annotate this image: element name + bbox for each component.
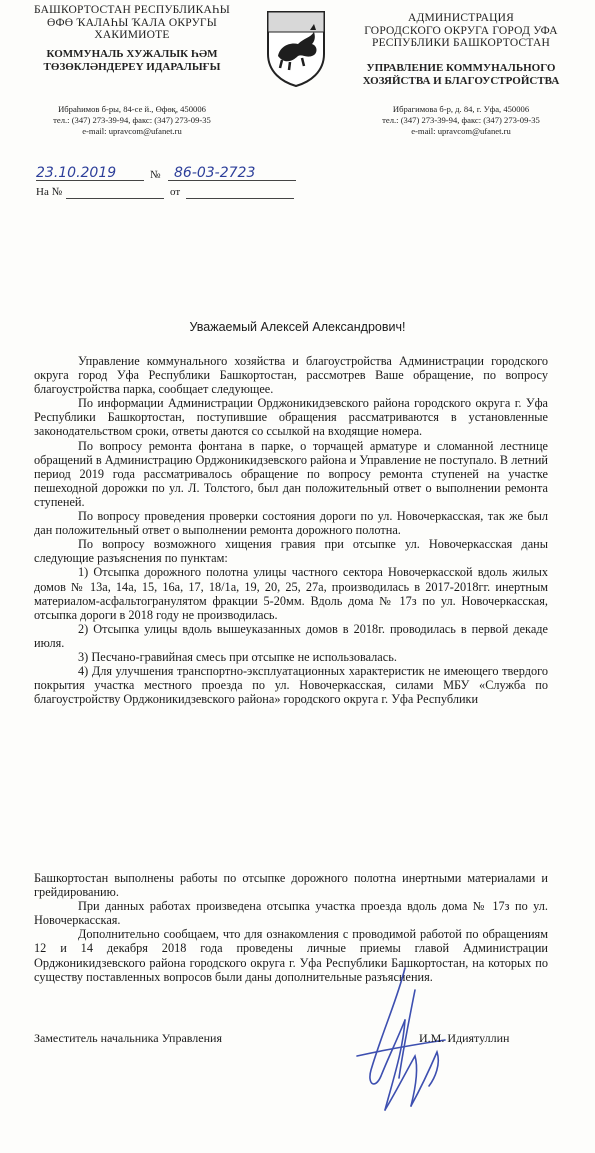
header-ru-org: АДМИНИСТРАЦИЯ ГОРОДСКОГО ОКРУГА ГОРОД УФА РЕСПУБЛИКИ БАШКОРТОСТАН (364, 12, 558, 49)
reference-date-line (186, 186, 294, 199)
signature-position: Заместитель начальника Управления (34, 1031, 222, 1045)
header-ru-dept: УПРАВЛЕНИЕ КОММУНАЛЬНОГО ХОЗЯЙСТВА И БЛАГОУСТРОЙСТВА (362, 62, 560, 87)
reference-from-label: от (170, 186, 181, 198)
paragraph-receptions: Дополнительно сообщаем, что для ознакомления с проводимой работой по обращениям 12 и 14 декабря 2018 года проведены личные приемы главой Администрации Орджоникидзевского района городского округа г. Уфа Республики Башкортостан, на которых по существу поставленных вопросов были даны дополнительные разъяснения. (34, 927, 548, 984)
paragraph-point-3: 3) Песчано-гравийная смесь при отсыпке не использовалась. (78, 649, 397, 664)
header-ba-org: БАШКОРТОСТАН РЕСПУБЛИКАҺЫ ӨФӨ ҠАЛАҺЫ ҠАЛА ОКРУГЫ ХАКИМИОТЕ (34, 4, 230, 41)
paragraph-district-info: По информации Администрации Орджоникидзевского района городского округа г. Уфа Республики Башкортостан, поступившие обращения рассматриваются в установленные законодательством сроки, ответы даются со ссылкой на входящие номера. (34, 396, 548, 439)
letter-body (34, 354, 548, 706)
paragraph-gravel-question: По вопросу возможного хищения гравия при отсыпке ул. Новочеркасская даны следующие разъяснения по пунктам: (34, 537, 548, 566)
reference-number-line (66, 186, 164, 199)
registration-number-sign: № (150, 169, 161, 181)
paragraph-fountain: По вопросу ремонта фонтана в парке, о торчащей арматуре и сломанной лестнице обращений в Администрацию Орджоникидзевского района и Управление не поступало. В летний период 2019 года рассматривалось обращение по вопросу ремонта ступеней на участке пешеходной дорожки по ул. Л. Толстого, был дан положительный ответ о выполнении ремонта ступеней. (34, 438, 548, 509)
reference-label: На № (36, 186, 63, 198)
paragraph-point-4: 4) Для улучшения транспортно-эксплуатационных характеристик не имеющего твердого покрытия участка местного проезда по ул. Новочеркасская, силами МБУ «Служба по благоустройству Орджоникидзевского района» городского округа г. Уфа Республики (34, 664, 548, 707)
greeting: Уважаемый Алексей Александрович! (189, 320, 406, 334)
paragraph-point-2: 2) Отсыпка улицы вдоль вышеуказанных домов в 2018г. проводилась в первой декаде июля. (34, 621, 548, 650)
ufa-emblem-marten-icon (262, 8, 330, 88)
header-ba-address: Ибраһимов б-ры, 84-се й., Өфөқ, 450006 тел.: (347) 273-39-94, факс: (347) 273-09-35 e-mail: upravcom@ufanet.ru (53, 104, 211, 136)
paragraph-intro: Управление коммунального хозяйства и благоустройства Администрации городского округа город Уфа Республики Башкортостан, рассмотрев Ваше обращение, по вопросу благоустройства парка, сообщает следующее. (34, 354, 548, 397)
registration-date: 23.10.2019 (36, 165, 117, 181)
letter-body-continued (34, 871, 548, 984)
registration-number: 86-03-2723 (174, 165, 256, 181)
header-ba-dept: КОММУНАЛЬ ХУЖАЛЫК ҺӘМ ТӨЗӨКЛӘНДЕРЕҮ ИДАРАЛЫҒЫ (43, 48, 221, 73)
signature-name: И.М. Идиятуллин (419, 1031, 510, 1045)
header-ru-address: Ибрагимова б-р, д. 84, г. Уфа, 450006 тел.: (347) 273-39-94, факс: (347) 273-09-35 e-mail: upravcom@ufanet.ru (382, 104, 540, 136)
paragraph-point-4-end: Башкортостан выполнены работы по отсыпке дорожного полотна инертными материалами и грейдированию. (34, 871, 548, 900)
paragraph-point-1: 1) Отсыпка дорожного полотна улицы частного сектора Новочеркасской вдоль жилых домов № 13а, 14а, 15, 16а, 17, 18/1а, 19, 20, 25, 27а, производилась в 2017-2018гг. инертным материалом-асфальтогранулятом фракции 5-20мм. Вдоль дома № 17з по ул. Новочеркасская, отсыпка дороги в 2018 году не производилась. (34, 565, 548, 622)
paragraph-road-check: По вопросу проведения проверки состояния дороги по ул. Новочеркасская, так же был дан положительный ответ о выполнении ремонта дорожного полотна. (34, 509, 548, 538)
paragraph-works-done: При данных работах произведена отсыпка участка проезда вдоль дома № 17з по ул. Новочеркасская. (34, 899, 548, 928)
